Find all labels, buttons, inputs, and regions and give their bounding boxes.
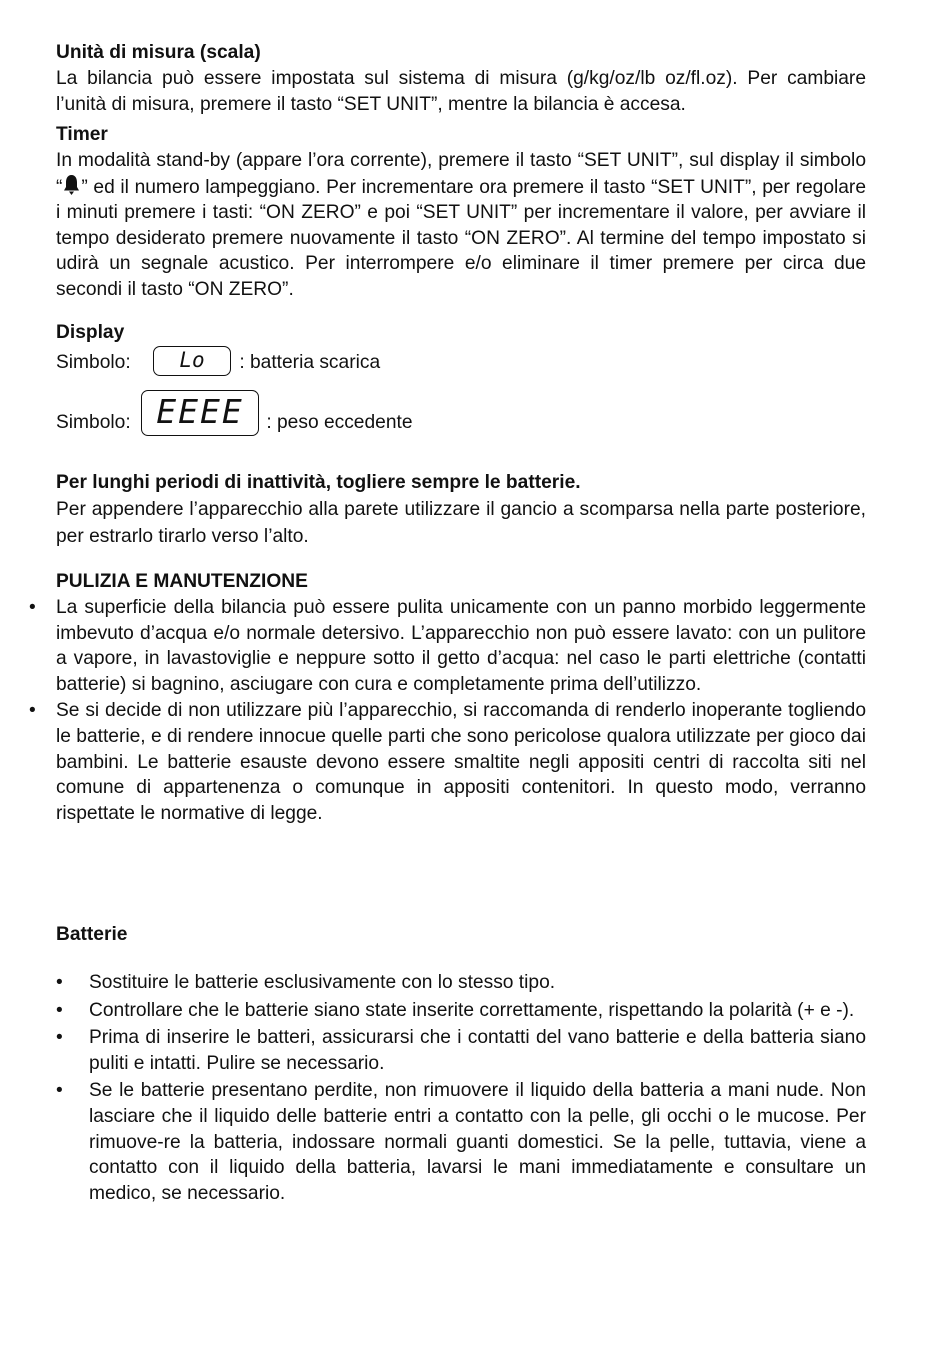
- bullet-dot: •: [56, 972, 63, 993]
- timer-text: [56, 148, 866, 303]
- inactivity-heading: Per lunghi periodi di inattività, togliere sempre le batterie.: [56, 472, 581, 493]
- symbol-description: : batteria scarica: [239, 352, 381, 374]
- timer-text-before-icon: In modalità stand-by (appare l’ora corrente), premere il tasto “SET UNIT”, sul display il simbolo “: [56, 150, 866, 198]
- cleaning-list: [26, 595, 866, 826]
- symbol-label: Simbolo:: [56, 352, 131, 374]
- bell-icon: [63, 174, 80, 196]
- list-item-text: La superficie della bilancia può essere pulita unicamente con un panno morbido leggermente imbevuto d’acqua e/o normale detersivo. L’apparecchio non può essere lavato: con un pulitore a vapore, in lavastoviglie e neppure sotto il getto d’acqua: nel caso le parti elettriche (contatti batterie) si bagnino, asciugare con cura e completamente prima dell’utilizzo.: [56, 597, 866, 695]
- bullet-dot: •: [56, 999, 63, 1021]
- list-item-text: Sostituire le batterie esclusivamente con lo stesso tipo.: [89, 972, 556, 993]
- list-item: [56, 998, 866, 1024]
- list-item: [56, 1078, 866, 1206]
- timer-heading: Timer: [56, 124, 108, 145]
- lcd-eeee-symbol: EEEE: [141, 390, 259, 436]
- list-item: [26, 595, 866, 697]
- batteries-heading: Batterie: [56, 924, 128, 945]
- bullet-dot: •: [56, 1027, 63, 1049]
- list-item: [56, 970, 866, 996]
- symbol-row-overload: [56, 390, 413, 444]
- symbol-description: : peso eccedente: [266, 412, 413, 434]
- symbol-label: Simbolo:: [56, 412, 131, 434]
- display-heading: Display: [56, 322, 125, 343]
- bullet-dot: •: [29, 700, 36, 722]
- list-item-text: Prima di inserire le batteri, assicurarsi che i contatti del vano batterie e della batteria siano puliti e intatti. Pulire se necessario.: [89, 1027, 866, 1074]
- lcd-lo-symbol: Lo: [153, 346, 231, 376]
- batteries-list: [56, 970, 866, 1208]
- cleaning-heading: PULIZIA E MANUTENZIONE: [56, 571, 308, 592]
- list-item-text: Se le batterie presentano perdite, non rimuovere il liquido della batteria a mani nude. Non lasciare che il liquido delle batterie entri a contatto con la pelle, gli occhi o le mucose. Per rimuove-re la batteria, indossare normali guanti domestici. Se la pelle, tuttavia, viene a contatto con il liquido della batteria, lavarsi le mani immediatamente e consultare un medico, se necessario.: [89, 1080, 866, 1204]
- symbol-row-low-battery: [56, 346, 380, 386]
- inactivity-text: Per appendere l’apparecchio alla parete utilizzare il gancio a scomparsa nella parte posteriore, per estrarlo tirarlo verso l’alto.: [56, 499, 866, 547]
- list-item-text: Controllare che le batterie siano state inserite correttamente, rispettando la polarità (+ e -).: [89, 999, 855, 1021]
- timer-text-after-icon: ” ed il numero lampeggiano. Per incrementare ora premere il tasto “SET UNIT”, per regolare i minuti premere i tasti: “ON ZERO” e poi “SET UNIT” per incrementare il valore, per avviare il tempo desiderato premere nuovamente il tasto “ON ZERO”. Al termine del tempo impostato si udirà un segnale acustico. Per interrompere e/o eliminare il timer premere per circa due secondi il tasto “ON ZERO”.: [56, 176, 866, 300]
- list-item: [26, 698, 866, 826]
- bullet-dot: •: [56, 1080, 63, 1102]
- unit-heading: Unità di misura (scala): [56, 42, 261, 63]
- list-item: [56, 1025, 866, 1076]
- unit-text: La bilancia può essere impostata sul sistema di misura (g/kg/oz/lb oz/fl.oz). Per cambiare l’unità di misura, premere il tasto “SET UNIT”, mentre la bilancia è accesa.: [56, 68, 866, 115]
- bullet-dot: •: [29, 597, 36, 618]
- list-item-text: Se si decide di non utilizzare più l’apparecchio, si raccomanda di renderlo inoperante togliendo le batterie, e di rendere innocue quelle parti che sono pericolose qualora utilizzate per gioco dai bambini. Le batterie esauste devono essere smaltite negli appositi centri di raccolta siti nel comune di appartenenza o comunque in appositi contenitori. In questo modo, verranno rispettate le normative di legge.: [56, 700, 866, 824]
